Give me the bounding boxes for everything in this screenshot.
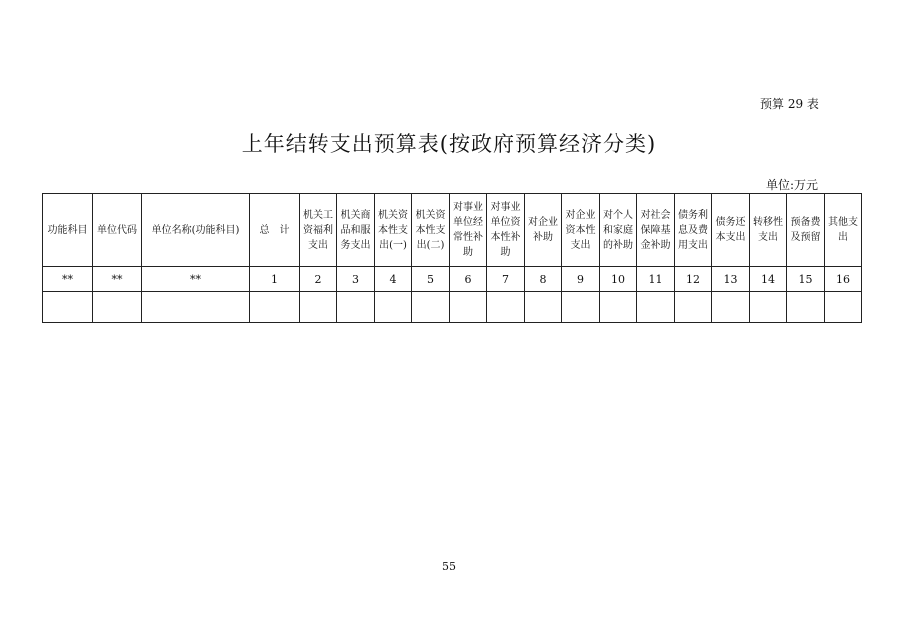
header-row xyxy=(43,194,862,267)
header-cell: 对企业资本性支出 xyxy=(562,194,600,267)
header-cell: 对事业单位资本性补助 xyxy=(487,194,525,267)
column-number-cell: 10 xyxy=(600,267,637,292)
empty-cell xyxy=(562,292,600,323)
header-cell: 转移性支出 xyxy=(750,194,787,267)
column-number-cell: 12 xyxy=(675,267,712,292)
header-cell: 对社会保障基金补助 xyxy=(637,194,675,267)
unit-label: 单位:万元 xyxy=(766,178,819,192)
column-number-cell: ** xyxy=(93,267,142,292)
column-number-cell: 3 xyxy=(337,267,375,292)
empty-cell xyxy=(337,292,375,323)
empty-cell xyxy=(637,292,675,323)
header-cell: 机关商品和服务支出 xyxy=(337,194,375,267)
column-number-cell: ** xyxy=(43,267,93,292)
empty-cell xyxy=(787,292,825,323)
header-cell: 机关资本性支出(二) xyxy=(412,194,450,267)
column-number-cell: 8 xyxy=(525,267,562,292)
empty-cell xyxy=(525,292,562,323)
page-title: 上年结转支出预算表(按政府预算经济分类) xyxy=(241,132,657,156)
column-number-cell: 13 xyxy=(712,267,750,292)
page-number: 55 xyxy=(442,560,456,573)
empty-cell xyxy=(142,292,250,323)
empty-cell xyxy=(825,292,862,323)
empty-cell xyxy=(412,292,450,323)
empty-cell xyxy=(600,292,637,323)
header-cell: 总 计 xyxy=(250,194,300,267)
empty-cell xyxy=(450,292,487,323)
column-number-cell: 9 xyxy=(562,267,600,292)
column-number-cell: 2 xyxy=(300,267,337,292)
column-number-row xyxy=(43,267,862,292)
header-cell: 债务还本支出 xyxy=(712,194,750,267)
empty-cell xyxy=(375,292,412,323)
column-number-cell: 1 xyxy=(250,267,300,292)
header-cell: 其他支出 xyxy=(825,194,862,267)
empty-cell xyxy=(487,292,525,323)
header-cell: 对事业单位经常性补助 xyxy=(450,194,487,267)
header-cell: 单位名称(功能科目) xyxy=(142,194,250,267)
header-cell: 机关工资福利支出 xyxy=(300,194,337,267)
empty-data-row xyxy=(43,292,862,323)
empty-cell xyxy=(43,292,93,323)
header-cell: 对企业补助 xyxy=(525,194,562,267)
table-number: 预算 29 表 xyxy=(760,97,819,111)
empty-cell xyxy=(93,292,142,323)
header-cell: 债务利息及费用支出 xyxy=(675,194,712,267)
header-cell: 单位代码 xyxy=(93,194,142,267)
header-cell: 功能科目 xyxy=(43,194,93,267)
column-number-cell: 5 xyxy=(412,267,450,292)
empty-cell xyxy=(712,292,750,323)
column-number-cell: 4 xyxy=(375,267,412,292)
column-number-cell: 6 xyxy=(450,267,487,292)
empty-cell xyxy=(250,292,300,323)
column-number-cell: 14 xyxy=(750,267,787,292)
budget-table xyxy=(42,193,862,323)
column-number-cell: ** xyxy=(142,267,250,292)
header-cell: 对个人和家庭的补助 xyxy=(600,194,637,267)
column-number-cell: 15 xyxy=(787,267,825,292)
column-number-cell: 11 xyxy=(637,267,675,292)
column-number-cell: 7 xyxy=(487,267,525,292)
empty-cell xyxy=(750,292,787,323)
header-cell: 预备费及预留 xyxy=(787,194,825,267)
header-cell: 机关资本性支出(一) xyxy=(375,194,412,267)
empty-cell xyxy=(675,292,712,323)
empty-cell xyxy=(300,292,337,323)
column-number-cell: 16 xyxy=(825,267,862,292)
